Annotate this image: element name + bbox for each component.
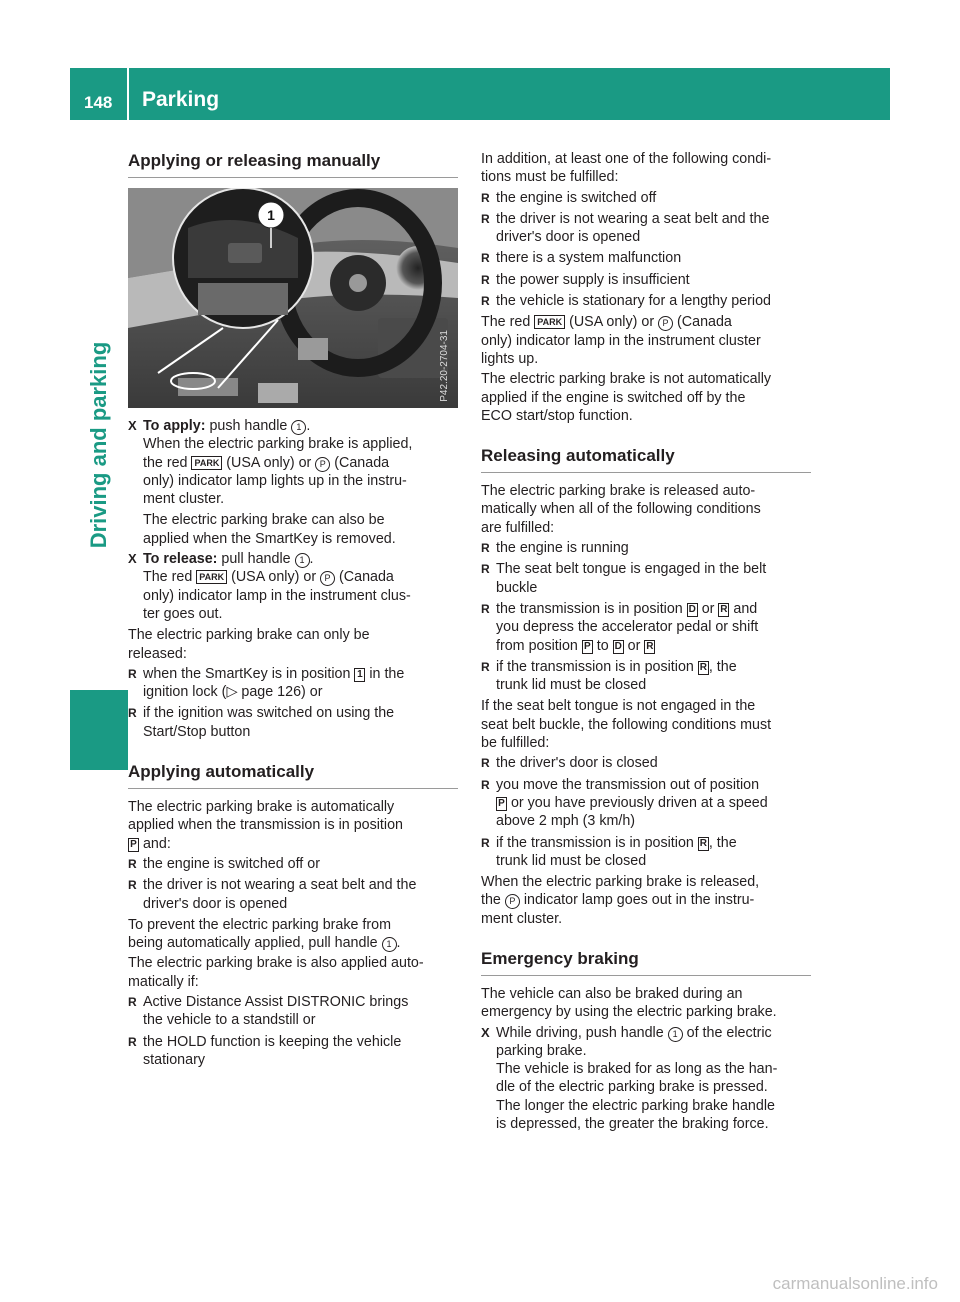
list-item: R the HOLD function is keeping the vehicle stationary	[128, 1033, 458, 1070]
position-d: D	[614, 640, 622, 652]
release-condition-intro: The electric parking brake can only be released:	[128, 627, 370, 662]
list-item: R the vehicle is stationary for a lengthy period	[481, 292, 811, 310]
page-ref-arrow-icon: ▷	[226, 684, 238, 701]
right-column	[481, 150, 811, 1136]
list-item: R the engine is running	[481, 539, 811, 557]
page-number: 148	[84, 93, 113, 112]
list-item: R the engine is switched off or	[128, 855, 458, 873]
heading-releasing-automatically: Releasing automatically	[481, 445, 811, 473]
list-item: R the transmission is in position D or R and you depress the accelerator pedal or shift from position P to D or R	[481, 600, 811, 655]
list-item: R the power supply is insufficient	[481, 271, 811, 289]
chapter-tab-block	[70, 690, 128, 770]
position-r: R	[699, 837, 707, 849]
handle-ref: 1	[668, 1027, 683, 1042]
park-icon: PARK	[534, 315, 565, 329]
handle-ref: 1	[291, 420, 306, 435]
list-item: R the driver is not wearing a seat belt and the driver's door is opened	[481, 210, 811, 247]
parking-lamp-icon: P	[505, 894, 520, 909]
dashboard-illustration	[128, 188, 458, 408]
list-item: R The seat belt tongue is engaged in the belt buckle	[481, 560, 811, 597]
list-item: R there is a system malfunction	[481, 249, 811, 267]
parking-lamp-icon: P	[320, 571, 335, 586]
release-auto-intro: The electric parking brake is released auto- matically when all of the following conditions are fulfilled:	[481, 483, 761, 536]
figure-callout-1: 1	[267, 207, 275, 223]
header-divider	[127, 68, 129, 120]
instruction-emergency: X While driving, push handle 1 of the electric parking brake. The vehicle is braked for as long as the han- dle of the electric parking brake is pressed. The longer the electric parking brake handle is depressed, the greater the braking force.	[481, 1024, 811, 1134]
instruction-apply: X To apply: push handle 1 . When the electric parking brake is applied, the red PARK (USA only) or P (Canada only) indicator lamp lights up in the instru- ment cluster.	[128, 417, 458, 508]
figure-code: P42.20-2704-31	[438, 330, 450, 402]
belt-note: If the seat belt tongue is not engaged in the seat belt buckle, the following conditions must be fulfilled:	[481, 698, 772, 752]
park-icon: PARK	[191, 456, 222, 470]
watermark: carmanualsonline.info	[772, 1274, 938, 1293]
list-item: R the driver is not wearing a seat belt and the driver's door is opened	[128, 876, 458, 913]
also-applied-intro: The electric parking brake is also applied auto- matically if:	[128, 955, 424, 990]
apply-note: The electric parking brake can also be applied when the SmartKey is removed.	[143, 512, 396, 547]
position-r: R	[646, 640, 654, 652]
position-d: D	[688, 603, 696, 615]
list-item: R you move the transmission out of position P or you have previously driven at a speed above 2 mph (3 km/h)	[481, 776, 811, 831]
position-p: P	[496, 797, 507, 811]
list-item: R the driver's door is closed	[481, 754, 811, 772]
emergency-intro: The vehicle can also be braked during an emergency by using the electric parking brake.	[481, 985, 777, 1021]
list-item: R if the transmission is in position R , the trunk lid must be closed	[481, 834, 811, 871]
list-item: R if the transmission is in position R , the trunk lid must be closed	[481, 658, 811, 695]
heading-applying-releasing-manually: Applying or releasing manually	[128, 150, 458, 178]
position-p: P	[128, 838, 139, 852]
heading-applying-automatically: Applying automatically	[128, 761, 458, 789]
eco-note: The electric parking brake is not automatically applied if the engine is switched off by the ECO start/stop function.	[481, 371, 772, 424]
chapter-tab	[70, 120, 128, 770]
lamp-note: The red PARK (USA only) or P (Canada only) indicator lamp in the instrument cluster lights up.	[481, 314, 761, 367]
dashboard-figure	[128, 188, 458, 408]
handle-ref: 1	[382, 937, 397, 952]
released-note: When the electric parking brake is released, the P indicator lamp goes out in the instru- ment cluster.	[481, 874, 760, 927]
list-item: R when the SmartKey is in position 1 in the ignition lock (▷ page 126) or	[128, 665, 458, 702]
ignition-position-1: 1	[354, 668, 365, 682]
position-p: P	[582, 640, 593, 654]
list-item: R Active Distance Assist DISTRONIC brings the vehicle to a standstill or	[128, 993, 458, 1030]
handle-ref: 1	[295, 553, 310, 568]
section-title: Parking	[142, 88, 220, 111]
prevent-note: To prevent the electric parking brake from being automatically applied, pull handle 1 .	[128, 916, 401, 952]
position-r: R	[720, 603, 728, 615]
position-r: R	[699, 661, 707, 673]
heading-emergency-braking: Emergency braking	[481, 948, 811, 976]
left-column	[128, 150, 458, 1072]
page-header	[70, 68, 890, 120]
list-item: R if the ignition was switched on using the Start/Stop button	[128, 704, 458, 741]
list-item: R the engine is switched off	[481, 189, 811, 207]
auto-intro: The electric parking brake is automatically applied when the transmission is in position P and:	[128, 799, 403, 852]
parking-lamp-icon: P	[658, 316, 673, 331]
park-icon: PARK	[196, 570, 227, 584]
parking-lamp-icon: P	[315, 457, 330, 472]
instruction-release: X To release: pull handle 1 . The red PARK (USA only) or P (Canada only) indicator lamp in the instrument clus- ter goes out.	[128, 550, 458, 623]
conditions-intro: In addition, at least one of the following condi- tions must be fulfilled:	[481, 151, 772, 186]
chapter-label: Driving and parking	[86, 341, 111, 549]
